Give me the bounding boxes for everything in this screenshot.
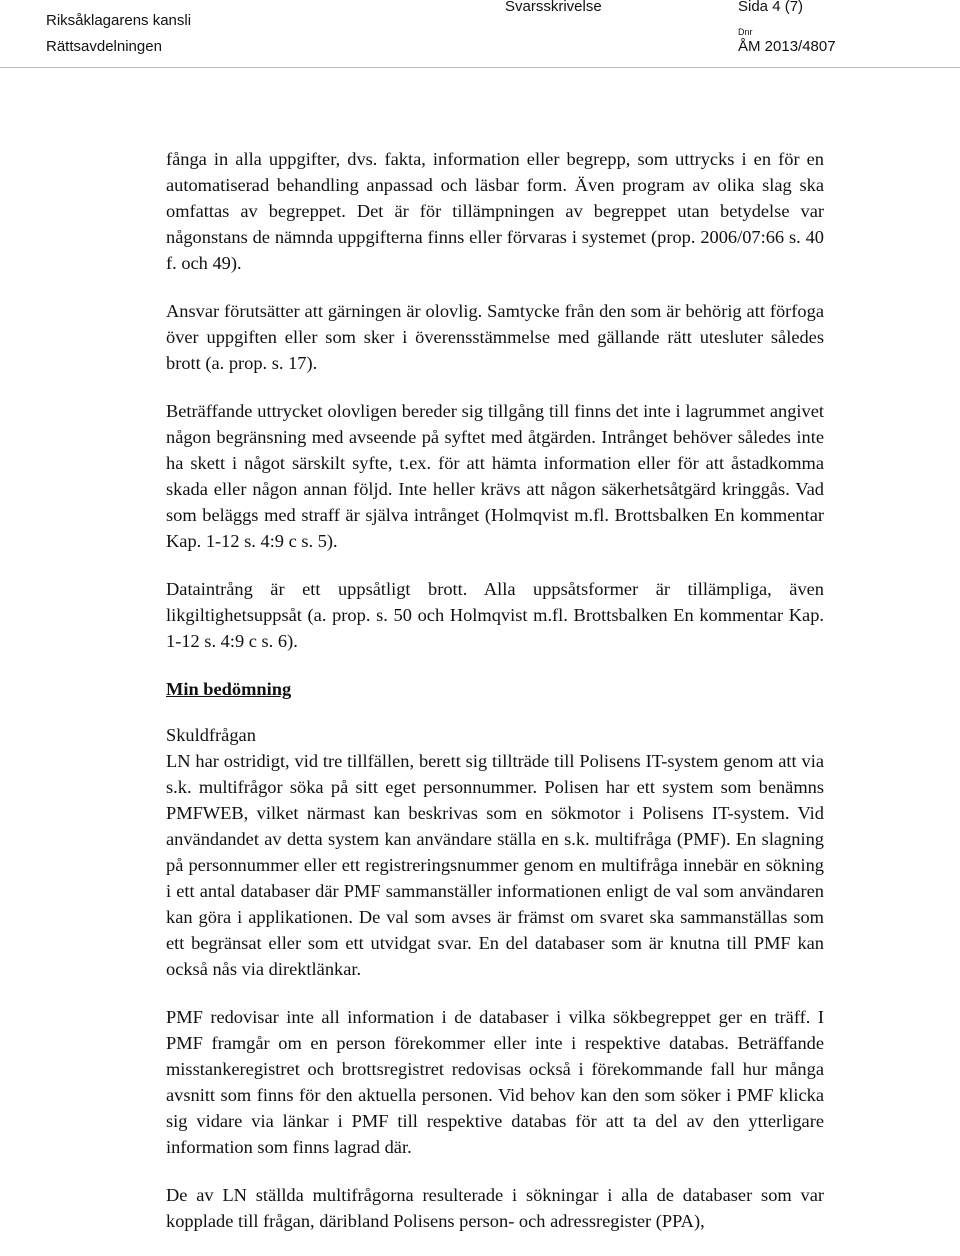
header-dept: Rättsavdelningen xyxy=(46,38,162,55)
paragraph-1: fånga in alla uppgifter, dvs. fakta, information eller begrepp, som uttrycks i en för en automatiserad behandling anpassad och läsbar form. Även program av olika slag ska omfattas av begreppet. Det är för tillämpningen av begreppet utan betydelse var någonstans de nämnda uppgifterna finns eller förvaras i systemet (prop. 2006/07:66 s. 40 f. och 49). xyxy=(166,149,824,273)
header-doc-type: Svarsskrivelse xyxy=(505,0,602,15)
header-dnr-label: Dnr xyxy=(738,27,753,37)
paragraph-2: Ansvar förutsätter att gärningen är olovlig. Samtycke från den som är behörig att förfoga över uppgiften eller som sker i överensstämmelse med gällande rätt utesluter således brott (a. prop. s. 17). xyxy=(166,301,824,373)
paragraph-4: Dataintrång är ett uppsåtligt brott. Alla uppsåtsformer är tillämpliga, även likgiltighetsuppsåt (a. prop. s. 50 och Holmqvist m.fl. Brottsbalken En kommentar Kap. 1-12 s. 4:9 c s. 6). xyxy=(166,579,824,651)
header-dnr: ÅM 2013/4807 xyxy=(738,38,836,55)
header-divider xyxy=(0,67,960,68)
paragraph-7: De av LN ställda multifrågorna resulterade i sökningar i alla de databaser som var kopplade till frågan, däribland Polisens person- och adressregister (PPA), xyxy=(166,1185,824,1231)
paragraph-6: PMF redovisar inte all information i de databaser i vilka sökbegreppet ger en träff. I PMF framgår om en person förekommer eller inte i respektive databas. Beträffande misstankeregistret och brottsregistret redovisas också i förekommande fall hur många avsnitt som finns för den aktuella personen. Vid behov kan den som söker i PMF klicka sig vidare via länkar i PMF till respektive databas för att ta del av den ytterligare information som finns lagrad där. xyxy=(166,1007,824,1157)
section-heading: Min bedömning xyxy=(166,679,292,699)
header-org: Riksåklagarens kansli xyxy=(46,12,192,29)
header-page-number: Sida 4 (7) xyxy=(738,0,804,15)
section-subheading: Skuldfrågan xyxy=(166,725,256,745)
paragraph-5: LN har ostridigt, vid tre tillfällen, berett sig tillträde till Polisens IT-system genom att via s.k. multifrågor söka på sitt eget personnummer. Polisen har ett system som benämns PMFWEB, vilket närmast kan beskrivas som en sökmotor i Polisens IT-system. Vid användandet av detta system kan användare ställa en s.k. multifråga (PMF). En slagning på personnummer eller ett registreringsnummer genom en multifråga innebär en sökning i ett antal databaser där PMF sammanställer informationen enligt de val som användaren kan göra i applikationen. De val som avses är främst om svaret ska sammanställas som ett begränsat eller som ett utvidgat svar. En del databaser som är knutna till PMF kan också nås via direktlänkar. xyxy=(166,751,824,979)
document-body xyxy=(166,146,824,1256)
paragraph-3: Beträffande uttrycket olovligen bereder sig tillgång till finns det inte i lagrummet angivet någon begränsning med avseende på syftet med åtgärden. Intrånget behöver således inte ha skett i något särskilt syfte, t.ex. för att hämta information eller för att åstadkomma skada eller någon annan följd. Inte heller krävs att någon säkerhetsåtgärd kringgås. Vad som beläggs med straff är själva intrånget (Holmqvist m.fl. Brottsbalken En kommentar Kap. 1-12 s. 4:9 c s. 5). xyxy=(166,401,824,551)
